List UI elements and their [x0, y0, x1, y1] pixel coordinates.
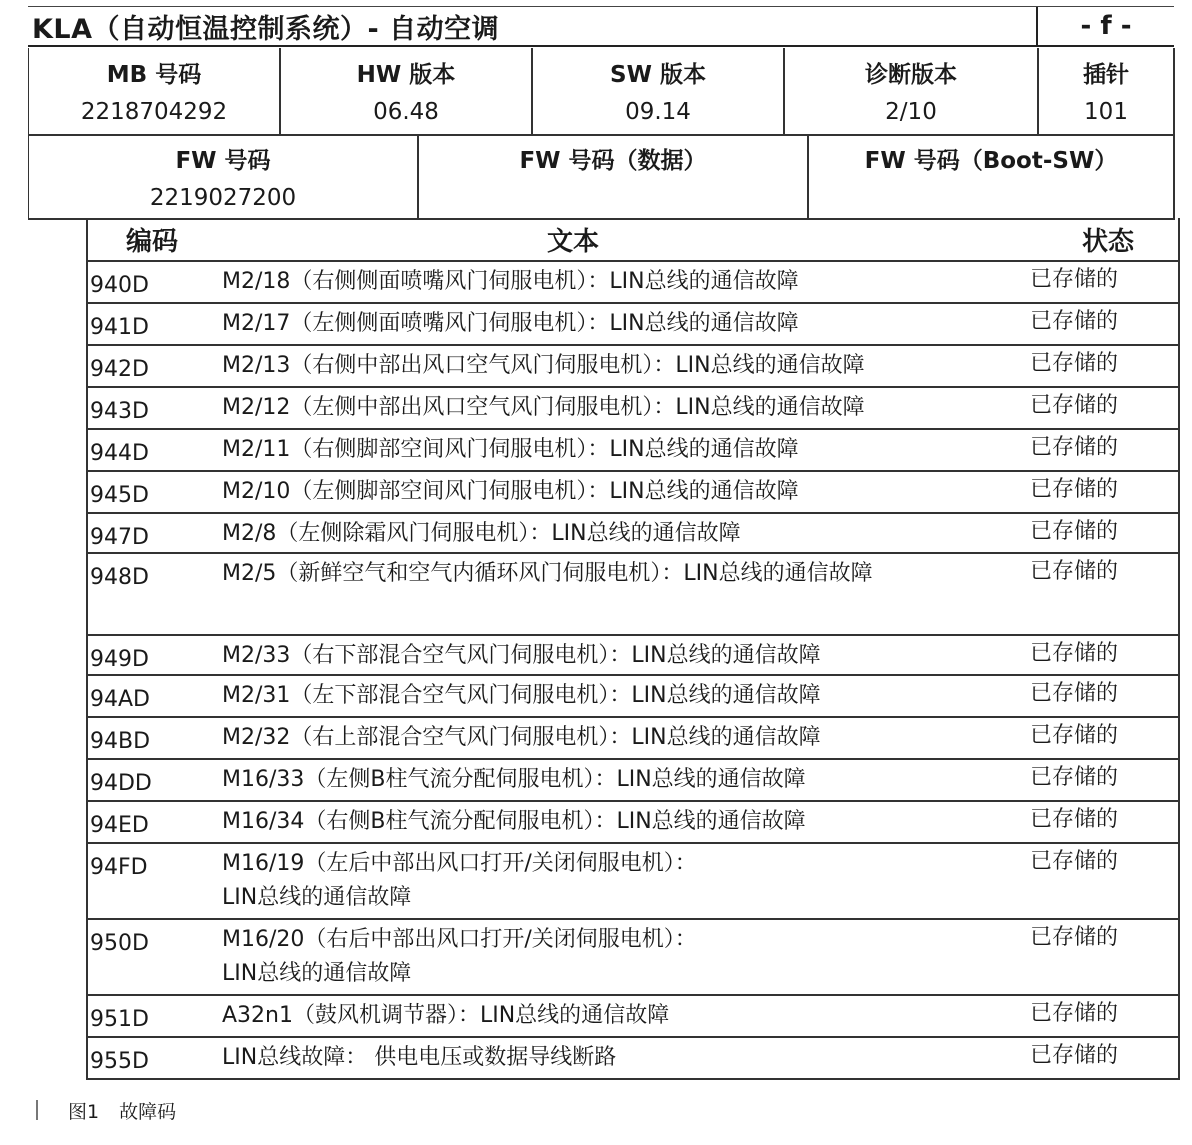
fault-text: M2/10（左侧脚部空间风门伺服电机）：LIN总线的通信故障 [222, 479, 799, 504]
fault-text: M2/5（新鲜空气和空气内循环风门伺服电机）：LIN总线的通信故障 [222, 561, 873, 586]
fault-status: 已存储的 [1030, 559, 1119, 584]
fault-code: 943D [90, 399, 149, 424]
table-header [88, 218, 1178, 262]
fault-status: 已存储的 [1030, 1001, 1119, 1026]
info-value: 2/10 [885, 99, 937, 125]
fault-text: M16/19（左后中部出风口打开/关闭伺服电机）： [222, 851, 697, 876]
fault-text: M16/34（右侧B柱气流分配伺服电机）：LIN总线的通信故障 [222, 809, 806, 834]
fault-code: 941D [90, 315, 149, 340]
fault-status: 已存储的 [1030, 925, 1119, 950]
caption-bar [36, 1100, 38, 1120]
fault-text: M16/20（右后中部出风口打开/关闭伺服电机）： [222, 927, 697, 952]
fault-text: M2/18（右侧侧面喷嘴风门伺服电机）：LIN总线的通信故障 [222, 269, 799, 294]
table-row [88, 346, 1178, 388]
info-label: 诊断版本 [865, 62, 957, 88]
info-cell-diag-version [785, 48, 1039, 134]
info-cell-fw-data [419, 134, 809, 218]
fault-status: 已存储的 [1030, 477, 1119, 502]
fault-text: LIN总线故障： 供电电压或数据导线断路 [222, 1045, 617, 1070]
fault-text: M2/17（左侧侧面喷嘴风门伺服电机）：LIN总线的通信故障 [222, 311, 799, 336]
info-row-2 [28, 134, 1175, 220]
info-cell-hw-version [281, 48, 533, 134]
table-row [88, 304, 1178, 346]
fault-status: 已存储的 [1030, 849, 1119, 874]
fault-status: 已存储的 [1030, 765, 1119, 790]
table-row [88, 636, 1178, 676]
fault-text: M2/12（左侧中部出风口空气风门伺服电机）：LIN总线的通信故障 [222, 395, 865, 420]
info-cell-sw-version [533, 48, 785, 134]
fault-status: 已存储的 [1030, 267, 1119, 292]
table-row [88, 676, 1178, 718]
fault-status: 已存储的 [1030, 1043, 1119, 1068]
fault-code: 949D [90, 647, 149, 672]
info-label: HW 版本 [356, 62, 456, 88]
info-value: 2219027200 [149, 185, 297, 211]
fault-status: 已存储的 [1030, 723, 1119, 748]
fault-text: M2/33（右下部混合空气风门伺服电机）：LIN总线的通信故障 [222, 643, 821, 668]
info-value: 2218704292 [80, 99, 228, 125]
fault-status: 已存储的 [1030, 351, 1119, 376]
fault-text: M2/11（右侧脚部空间风门伺服电机）：LIN总线的通信故障 [222, 437, 799, 462]
column-header-text: 文本 [546, 226, 599, 257]
info-cell-pin [1039, 48, 1175, 134]
info-value: 101 [1084, 99, 1128, 125]
fault-status: 已存储的 [1030, 807, 1119, 832]
fault-text: M2/13（右侧中部出风口空气风门伺服电机）：LIN总线的通信故障 [222, 353, 865, 378]
fault-code: 948D [90, 565, 149, 590]
table-row [88, 388, 1178, 430]
table-row [88, 760, 1178, 802]
fault-status: 已存储的 [1030, 681, 1119, 706]
figure-caption-text: 故障码 [119, 1100, 177, 1123]
table-row [88, 430, 1178, 472]
fault-code: 94ED [90, 813, 149, 838]
fault-code: 945D [90, 483, 149, 508]
fault-status: 已存储的 [1030, 519, 1119, 544]
fault-code: 94BD [90, 729, 151, 754]
fault-code: 94DD [90, 771, 152, 796]
info-label: MB 号码 [106, 62, 202, 88]
figure-caption [36, 1096, 176, 1124]
fault-text-line2: LIN总线的通信故障 [222, 885, 412, 910]
info-label: SW 版本 [610, 62, 706, 88]
fault-code: 944D [90, 441, 149, 466]
fault-code: 940D [90, 273, 149, 298]
info-value: 09.14 [625, 99, 691, 125]
fault-code: 950D [90, 931, 149, 956]
fault-text: M2/32（右上部混合空气风门伺服电机）：LIN总线的通信故障 [222, 725, 821, 750]
info-cell-fw-number [29, 134, 419, 218]
fault-text: A32n1（鼓风机调节器）：LIN总线的通信故障 [222, 1003, 670, 1028]
fault-code-table [86, 218, 1180, 1080]
table-row [88, 262, 1178, 304]
fault-status: 已存储的 [1030, 641, 1119, 666]
fault-code: 942D [90, 357, 149, 382]
column-header-code: 编码 [126, 226, 179, 257]
info-cell-fw-boot [809, 134, 1175, 218]
info-label: FW 号码 [175, 148, 271, 174]
table-row [88, 996, 1178, 1038]
fault-code: 951D [90, 1007, 149, 1032]
info-label: 插针 [1083, 62, 1129, 88]
fault-status: 已存储的 [1030, 309, 1119, 334]
fault-text-block [222, 844, 1030, 918]
table-row [88, 514, 1178, 554]
fault-code: 947D [90, 525, 149, 550]
table-row [88, 718, 1178, 760]
document-title: KLA（自动恒温控制系统）- 自动空调 [32, 13, 500, 45]
fault-text: M16/33（左侧B柱气流分配伺服电机）：LIN总线的通信故障 [222, 767, 806, 792]
fault-code: 955D [90, 1049, 149, 1074]
fault-status: 已存储的 [1030, 393, 1119, 418]
fault-text: M2/31（左下部混合空气风门伺服电机）：LIN总线的通信故障 [222, 683, 821, 708]
fault-status: 已存储的 [1030, 435, 1119, 460]
info-row-1 [28, 48, 1175, 136]
page-indicator: - f - [1036, 7, 1174, 45]
table-row [88, 802, 1178, 844]
figure-number: 图1 [68, 1100, 100, 1123]
column-header-status: 状态 [1081, 226, 1134, 257]
table-row [88, 844, 1178, 920]
info-label: FW 号码（Boot-SW） [864, 148, 1118, 174]
info-value: 06.48 [373, 99, 439, 125]
fault-code: 94FD [90, 855, 148, 880]
info-label: FW 号码（数据） [519, 148, 707, 174]
table-row [88, 920, 1178, 996]
fault-text-block [222, 920, 1030, 994]
info-cell-mb-number [29, 48, 281, 134]
fault-text-line2: LIN总线的通信故障 [222, 961, 412, 986]
title-bar [28, 6, 1174, 47]
table-row [88, 1038, 1178, 1080]
fault-text: M2/8（左侧除霜风门伺服电机）：LIN总线的通信故障 [222, 521, 741, 546]
table-row [88, 472, 1178, 514]
fault-code: 94AD [90, 687, 150, 712]
table-row [88, 554, 1178, 636]
